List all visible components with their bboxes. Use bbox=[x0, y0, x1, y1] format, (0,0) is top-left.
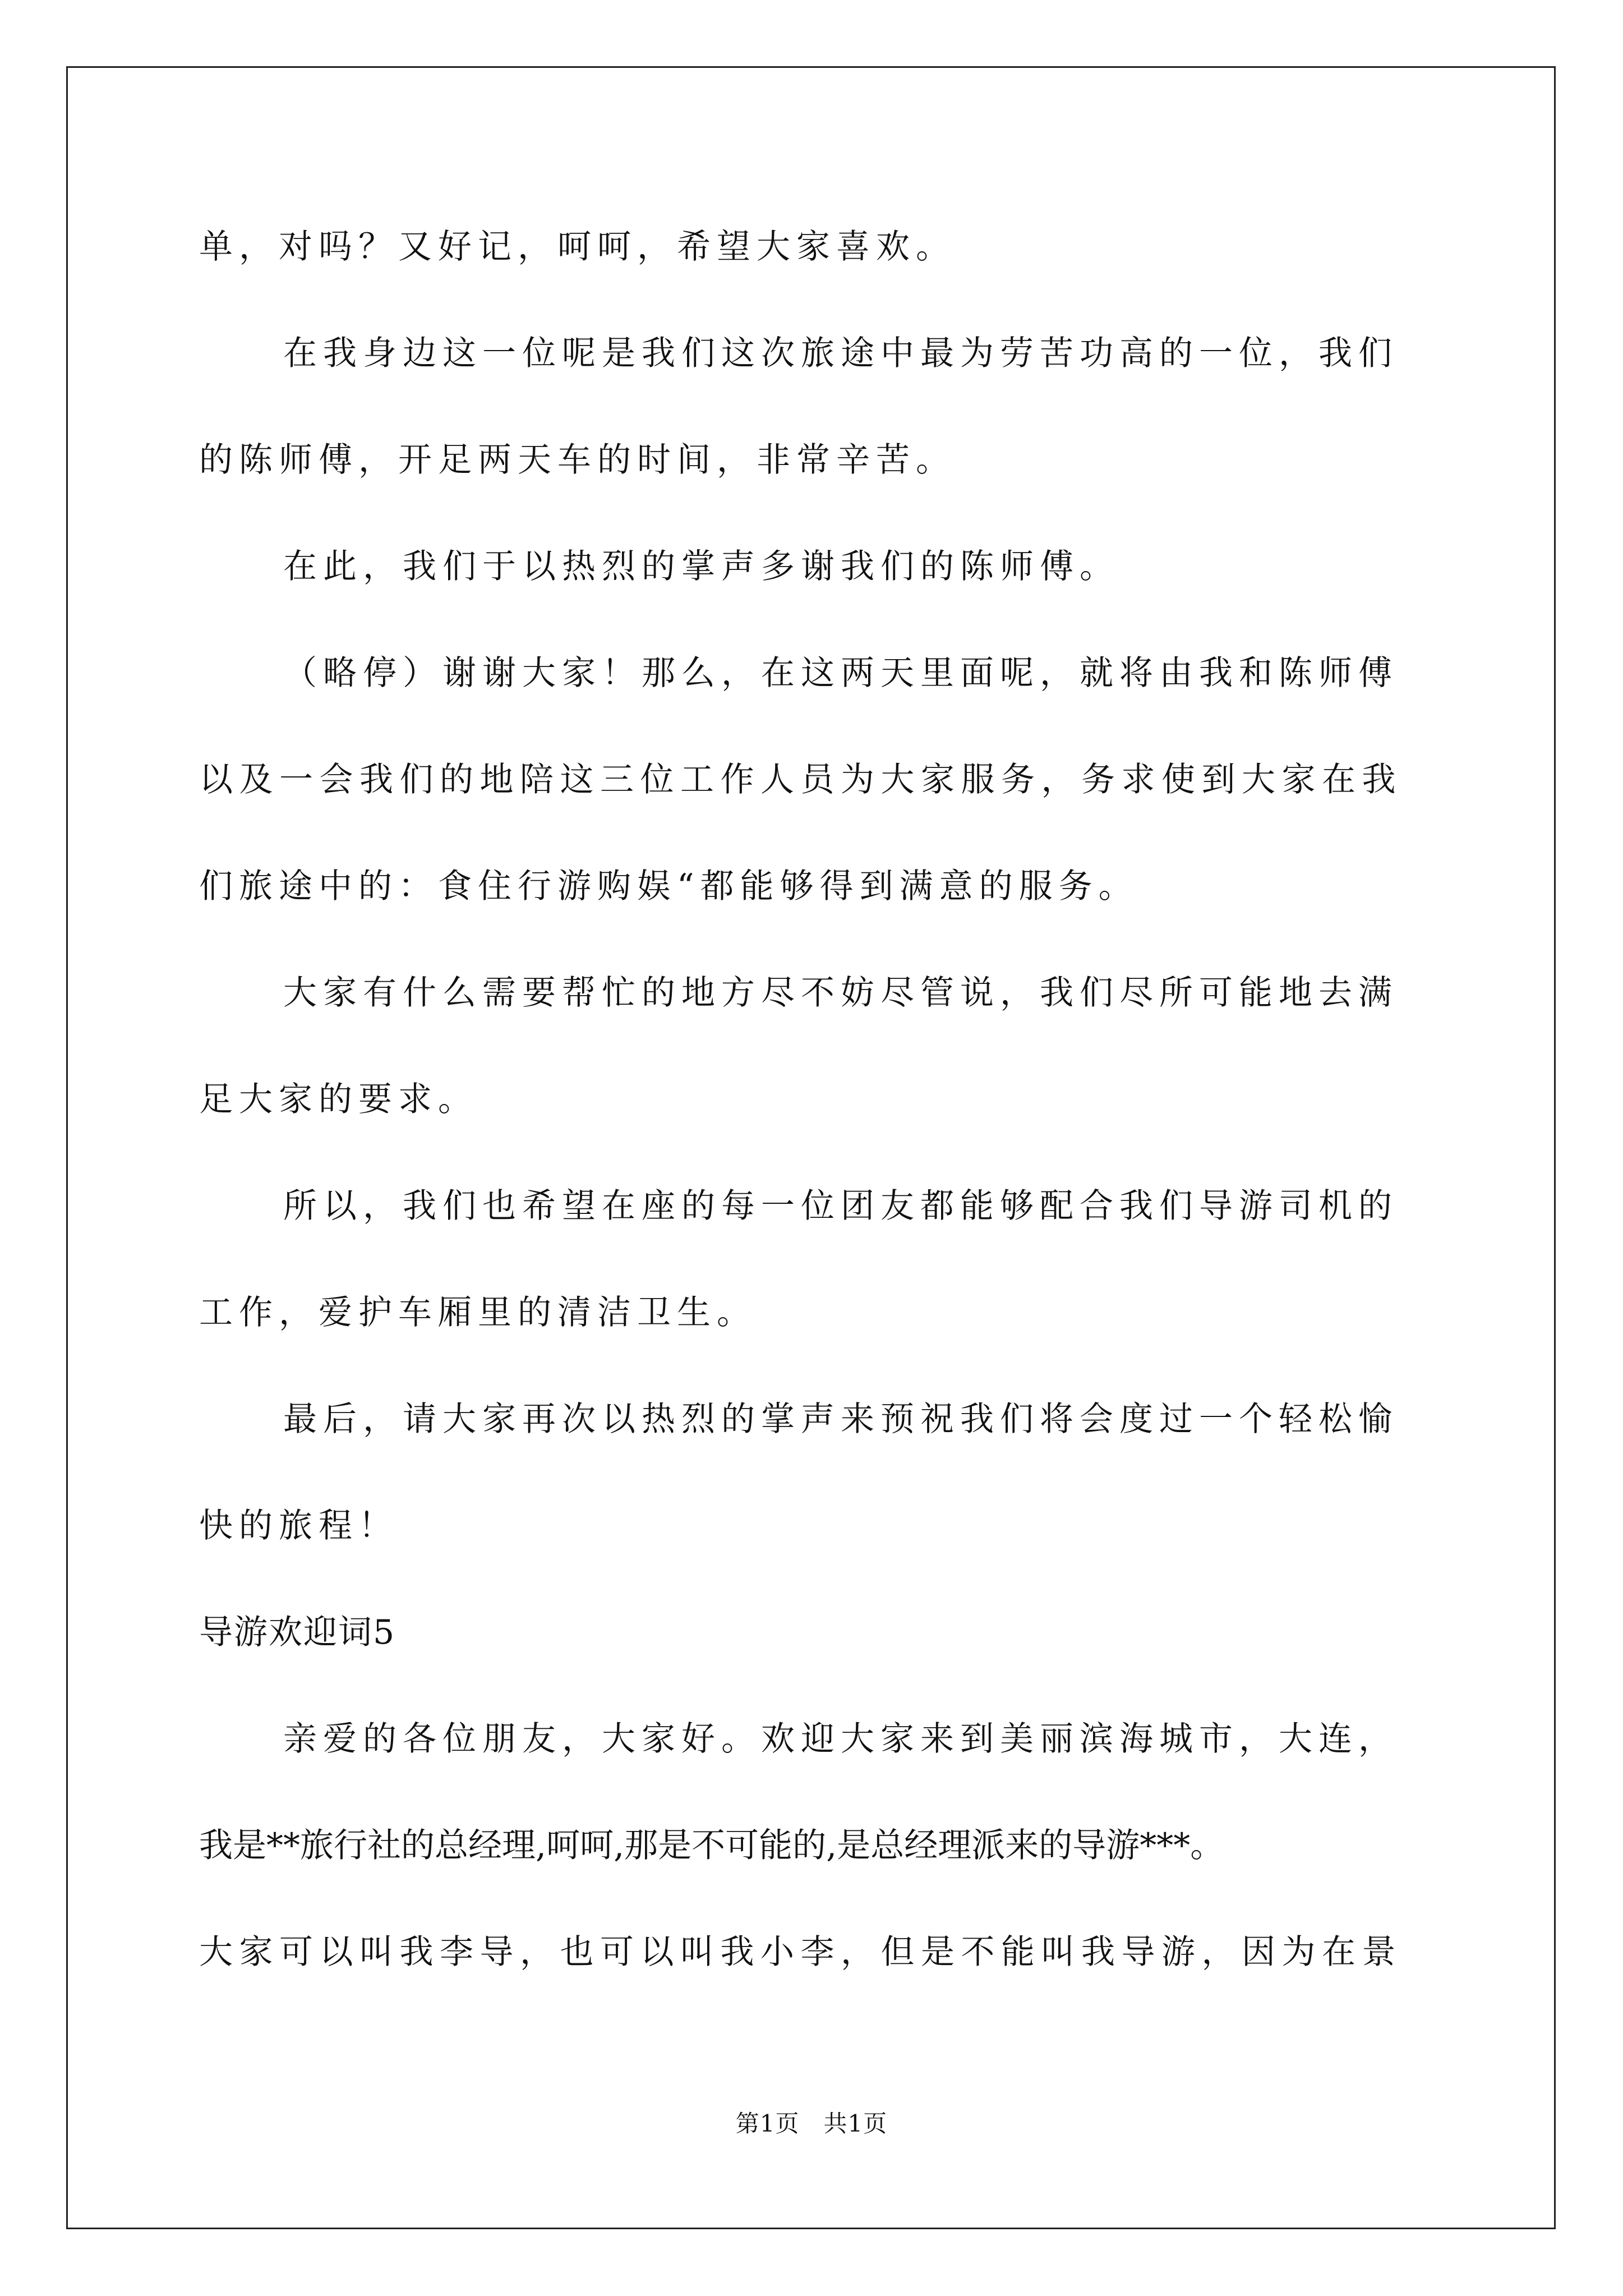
text-line-15: 亲爱的各位朋友，大家好。欢迎大家来到美丽滨海城市，大连， bbox=[283, 1719, 1398, 1759]
text-line-11: 工作，爱护车厢里的清洁卫生。 bbox=[199, 1293, 757, 1332]
text-line-4: 在此，我们于以热烈的掌声多谢我们的陈师傅。 bbox=[283, 547, 1119, 586]
text-line-13: 快的旅程！ bbox=[199, 1506, 398, 1545]
text-line-16: 我是**旅行社的总经理,呵呵,那是不可能的,是总经理派来的导游***。 bbox=[199, 1826, 1224, 1865]
text-line-1: 单，对吗？又好记，呵呵，希望大家喜欢。 bbox=[199, 227, 956, 266]
text-line-17: 大家可以叫我李导，也可以叫我小李，但是不能叫我导游，因为在景 bbox=[199, 1932, 1402, 1972]
text-line-7: 们旅途中的：食住行游购娱“都能够得到满意的服务。 bbox=[199, 867, 1138, 906]
text-line-3: 的陈师傅，开足两天车的时间，非常辛苦。 bbox=[199, 440, 956, 480]
page-border bbox=[66, 66, 1556, 2229]
section-heading: 导游欢迎词5 bbox=[199, 1613, 396, 1652]
text-line-8: 大家有什么需要帮忙的地方尽不妨尽管说，我们尽所可能地去满 bbox=[283, 973, 1398, 1013]
text-line-12: 最后，请大家再次以热烈的掌声来预祝我们将会度过一个轻松愉 bbox=[283, 1400, 1398, 1439]
text-line-6: 以及一会我们的地陪这三位工作人员为大家服务，务求使到大家在我 bbox=[199, 760, 1402, 799]
page-number-footer: 第1页 共1页 bbox=[735, 2110, 888, 2137]
text-line-9: 足大家的要求。 bbox=[199, 1080, 478, 1119]
text-line-5: （略停）谢谢大家！那么，在这两天里面呢，就将由我和陈师傅 bbox=[283, 654, 1398, 693]
text-line-10: 所以，我们也希望在座的每一位团友都能够配合我们导游司机的 bbox=[283, 1186, 1398, 1226]
text-line-2: 在我身边这一位呢是我们这次旅途中最为劳苦功高的一位，我们 bbox=[283, 334, 1398, 373]
